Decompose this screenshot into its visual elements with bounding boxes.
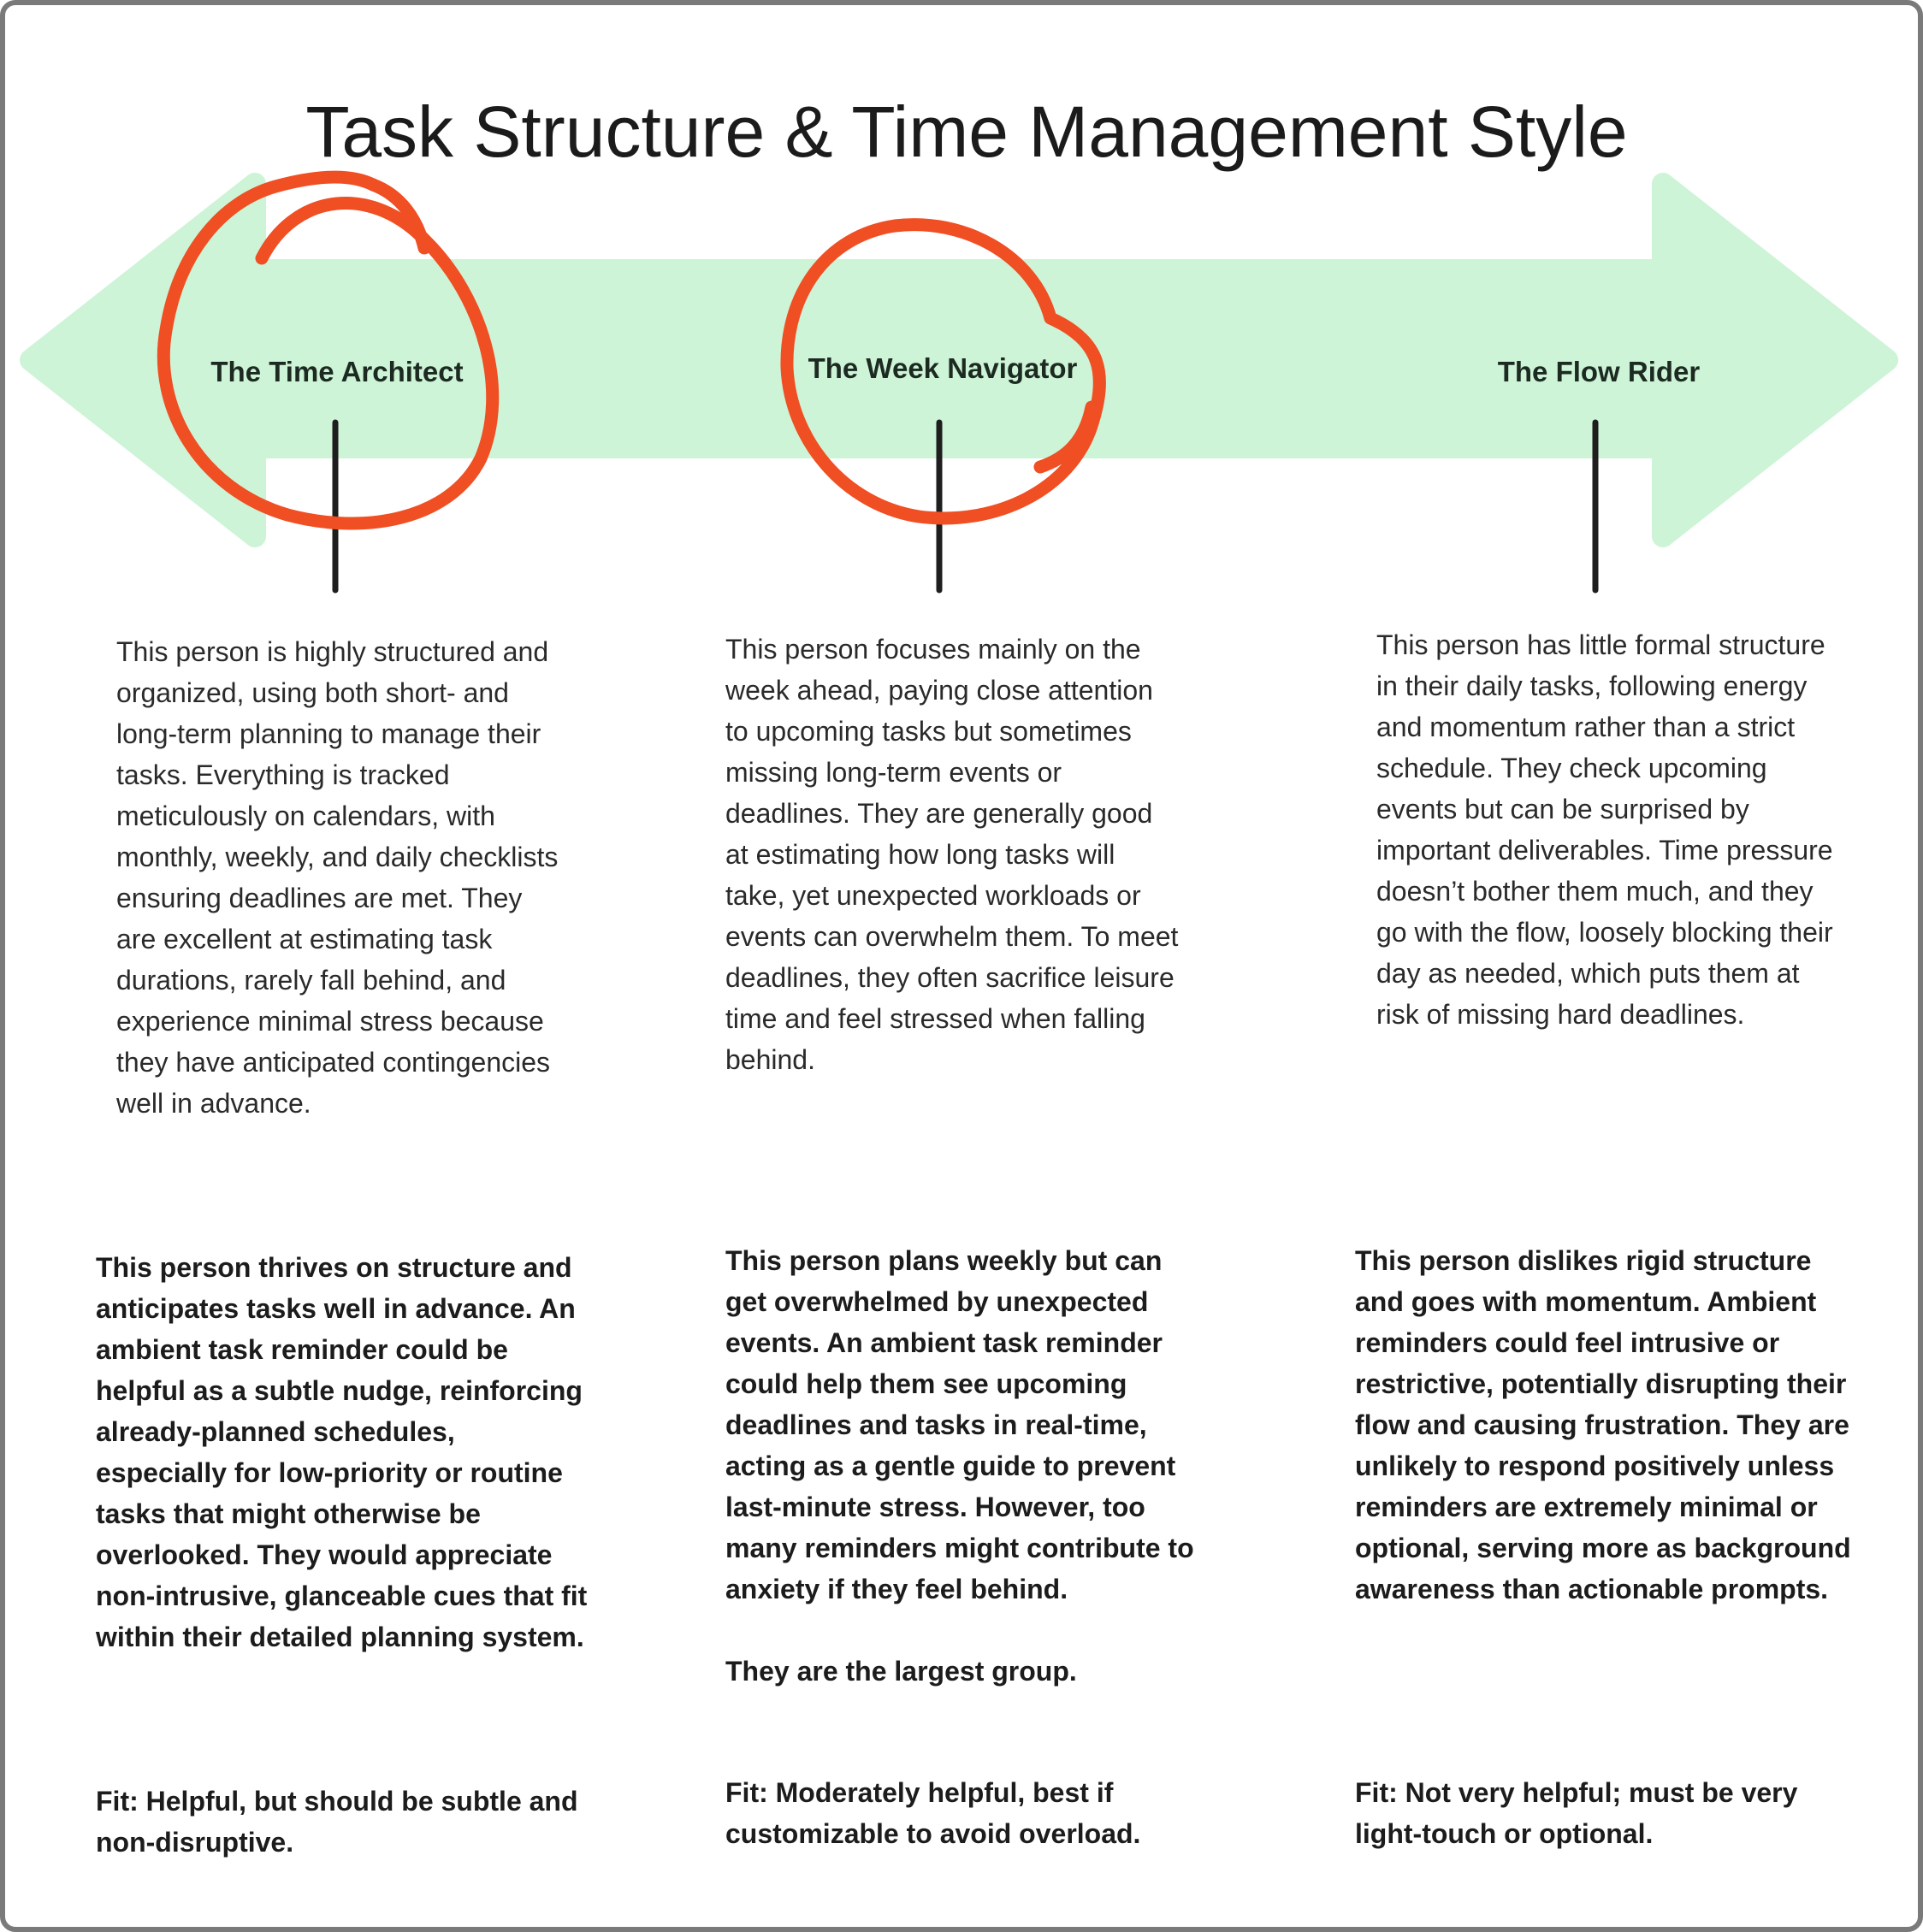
persona-2-description: This person focuses mainly on the week ahead, paying close attention to upcoming tasks but sometimes missing long-term events or deadlines. They are generally good at estimating how long tasks will take, yet unexpected workloads or events can overwhelm them. To meet deadlines, they often sacrifice leisure time and feel stressed when falling behind. <box>725 634 1179 1075</box>
persona-1-name: The Time Architect <box>210 356 464 387</box>
persona-2-fit: Fit: Moderately helpful, best if customizable to avoid overload. <box>725 1777 1141 1849</box>
persona-1-implication-text: This person thrives on structure and anticipates tasks well in advance. An ambient task reminder could be helpful as a subtle nudge, reinforcing already-planned schedules, especially for low-priority or routine tasks that might otherwise be overlooked. They would appreciate non-intrusive, glanceable cues that fit within their detailed planning system. <box>96 1252 588 1652</box>
persona-3-implication <box>1355 1240 1851 1610</box>
persona-2-name: The Week Navigator <box>808 352 1078 384</box>
persona-1-implication <box>96 1247 589 1657</box>
persona-3-implication-text: This person dislikes rigid structure and goes with momentum. Ambient reminders could feel intrusive or restrictive, potentially disrupting their flow and causing frustration. They are unlikely to respond positively unless reminders are extremely minimal or optional, serving more as background awareness than actionable prompts. <box>1355 1245 1851 1604</box>
persona-3-name: The Flow Rider <box>1497 356 1701 387</box>
persona-2-implication <box>725 1240 1210 1692</box>
persona-3-description: This person has little formal structure in their daily tasks, following energy and momentum rather than a strict schedule. They check upcoming events but can be surprised by important deliverables. Time pressure doesn’t bother them much, and they go with the flow, loosely blocking their day as needed, which puts them at risk of missing hard deadlines. <box>1376 629 1833 1030</box>
persona-1-fit: Fit: Helpful, but should be subtle and non-disruptive. <box>96 1786 578 1858</box>
persona-2-note: They are the largest group. <box>725 1656 1077 1687</box>
persona-3-fit: Fit: Not very helpful; must be very light-touch or optional. <box>1355 1777 1798 1849</box>
page-title: Task Structure & Time Management Style <box>305 92 1628 172</box>
persona-2-implication-text: This person plans weekly but can get overwhelmed by unexpected events. An ambient task reminder could help them see upcoming deadlines and tasks in real-time, acting as a gentle guide to prevent last-minute stress. However, too many reminders might contribute to anxiety if they feel behind. <box>725 1245 1194 1604</box>
persona-1-description: This person is highly structured and organized, using both short- and long-term planning to manage their tasks. Everything is tracked meticulously on calendars, with monthly, weekly, and daily checklists ensuring deadlines are met. They are excellent at estimating task durations, rarely fall behind, and experience minimal stress because they have anticipated contingencies well in advance. <box>116 636 559 1119</box>
